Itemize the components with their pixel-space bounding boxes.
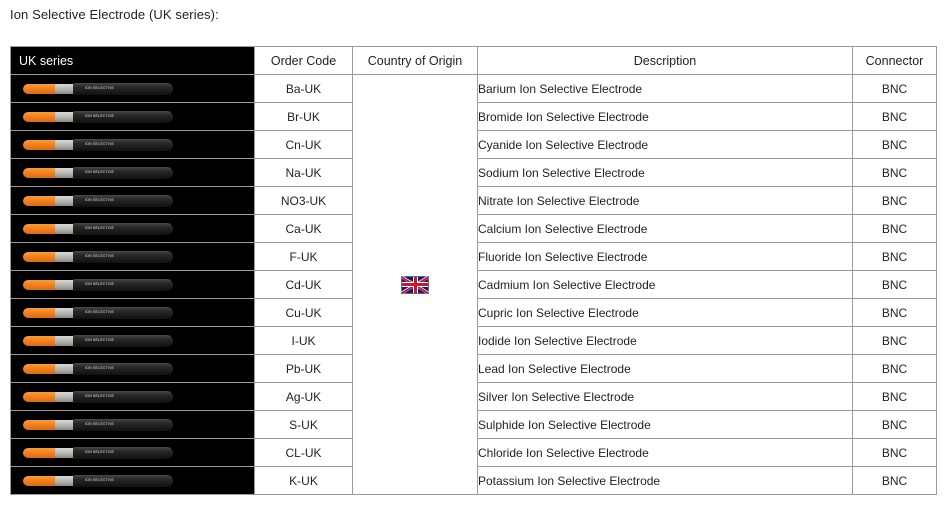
electrode-tip xyxy=(23,168,57,178)
description-cell: Lead Ion Selective Electrode xyxy=(478,355,853,383)
electrode-body-label: ION SELECTIVE xyxy=(85,225,115,230)
column-header-order-code: Order Code xyxy=(255,47,353,75)
ise-table-container xyxy=(10,46,936,495)
order-code-cell: K-UK xyxy=(255,467,353,495)
electrode-icon xyxy=(23,335,173,347)
electrode-body-label: ION SELECTIVE xyxy=(85,365,115,370)
electrode-tip xyxy=(23,336,57,346)
connector-cell: BNC xyxy=(853,439,937,467)
connector-cell: BNC xyxy=(853,355,937,383)
electrode-body-label: ION SELECTIVE xyxy=(85,309,115,314)
electrode-icon xyxy=(23,83,173,95)
connector-cell: BNC xyxy=(853,215,937,243)
description-cell: Bromide Ion Selective Electrode xyxy=(478,103,853,131)
description-cell: Sodium Ion Selective Electrode xyxy=(478,159,853,187)
electrode-body-label: ION SELECTIVE xyxy=(85,421,115,426)
electrode-icon xyxy=(23,279,173,291)
electrode-icon xyxy=(23,139,173,151)
uk-flag-icon xyxy=(401,276,429,294)
product-image-cell xyxy=(11,271,255,299)
description-cell: Calcium Ion Selective Electrode xyxy=(478,215,853,243)
electrode-body-label: ION SELECTIVE xyxy=(85,337,115,342)
description-cell: Iodide Ion Selective Electrode xyxy=(478,327,853,355)
electrode-collar xyxy=(55,224,75,234)
order-code-cell: Ba-UK xyxy=(255,75,353,103)
product-image-cell xyxy=(11,467,255,495)
page-title: Ion Selective Electrode (UK series): xyxy=(10,7,219,22)
column-header-description: Description xyxy=(478,47,853,75)
product-image-cell xyxy=(11,299,255,327)
product-image-cell xyxy=(11,187,255,215)
connector-cell: BNC xyxy=(853,243,937,271)
electrode-tip xyxy=(23,420,57,430)
connector-cell: BNC xyxy=(853,467,937,495)
electrode-icon xyxy=(23,195,173,207)
product-image-cell xyxy=(11,159,255,187)
ise-product-table xyxy=(10,46,937,495)
electrode-icon xyxy=(23,419,173,431)
column-header-series: UK series xyxy=(11,47,255,75)
electrode-tip xyxy=(23,476,57,486)
table-body xyxy=(11,75,937,495)
order-code-cell: Br-UK xyxy=(255,103,353,131)
description-cell: Cadmium Ion Selective Electrode xyxy=(478,271,853,299)
connector-cell: BNC xyxy=(853,131,937,159)
electrode-collar xyxy=(55,364,75,374)
order-code-cell: Na-UK xyxy=(255,159,353,187)
order-code-cell: F-UK xyxy=(255,243,353,271)
table-header xyxy=(11,47,937,75)
description-cell: Cupric Ion Selective Electrode xyxy=(478,299,853,327)
order-code-cell: Pb-UK xyxy=(255,355,353,383)
electrode-icon xyxy=(23,223,173,235)
description-cell: Chloride Ion Selective Electrode xyxy=(478,439,853,467)
electrode-tip xyxy=(23,84,57,94)
electrode-tip xyxy=(23,196,57,206)
order-code-cell: Cu-UK xyxy=(255,299,353,327)
connector-cell: BNC xyxy=(853,299,937,327)
electrode-icon xyxy=(23,447,173,459)
electrode-body-label: ION SELECTIVE xyxy=(85,393,115,398)
electrode-icon xyxy=(23,251,173,263)
order-code-cell: CL-UK xyxy=(255,439,353,467)
electrode-collar xyxy=(55,112,75,122)
connector-cell: BNC xyxy=(853,187,937,215)
table-row xyxy=(11,75,937,103)
electrode-collar xyxy=(55,448,75,458)
electrode-collar xyxy=(55,392,75,402)
order-code-cell: Ca-UK xyxy=(255,215,353,243)
description-cell: Silver Ion Selective Electrode xyxy=(478,383,853,411)
connector-cell: BNC xyxy=(853,411,937,439)
electrode-collar xyxy=(55,252,75,262)
electrode-body-label: ION SELECTIVE xyxy=(85,169,115,174)
electrode-tip xyxy=(23,140,57,150)
connector-cell: BNC xyxy=(853,75,937,103)
electrode-tip xyxy=(23,224,57,234)
electrode-tip xyxy=(23,364,57,374)
electrode-icon xyxy=(23,111,173,123)
product-image-cell xyxy=(11,383,255,411)
electrode-icon xyxy=(23,391,173,403)
order-code-cell: I-UK xyxy=(255,327,353,355)
electrode-tip xyxy=(23,112,57,122)
electrode-tip xyxy=(23,448,57,458)
electrode-collar xyxy=(55,196,75,206)
electrode-tip xyxy=(23,392,57,402)
electrode-collar xyxy=(55,308,75,318)
order-code-cell: Cn-UK xyxy=(255,131,353,159)
electrode-body-label: ION SELECTIVE xyxy=(85,281,115,286)
order-code-cell: NO3-UK xyxy=(255,187,353,215)
electrode-icon xyxy=(23,307,173,319)
electrode-tip xyxy=(23,280,57,290)
electrode-collar xyxy=(55,84,75,94)
electrode-body-label: ION SELECTIVE xyxy=(85,141,115,146)
electrode-icon xyxy=(23,475,173,487)
connector-cell: BNC xyxy=(853,271,937,299)
connector-cell: BNC xyxy=(853,327,937,355)
description-cell: Nitrate Ion Selective Electrode xyxy=(478,187,853,215)
description-cell: Potassium Ion Selective Electrode xyxy=(478,467,853,495)
electrode-body-label: ION SELECTIVE xyxy=(85,113,115,118)
connector-cell: BNC xyxy=(853,103,937,131)
electrode-body-label: ION SELECTIVE xyxy=(85,449,115,454)
product-image-cell xyxy=(11,75,255,103)
product-image-cell xyxy=(11,131,255,159)
electrode-collar xyxy=(55,476,75,486)
description-cell: Fluoride Ion Selective Electrode xyxy=(478,243,853,271)
electrode-collar xyxy=(55,420,75,430)
product-image-cell xyxy=(11,355,255,383)
description-cell: Sulphide Ion Selective Electrode xyxy=(478,411,853,439)
product-image-cell xyxy=(11,327,255,355)
connector-cell: BNC xyxy=(853,383,937,411)
order-code-cell: Ag-UK xyxy=(255,383,353,411)
product-image-cell xyxy=(11,243,255,271)
column-header-country: Country of Origin xyxy=(353,47,478,75)
product-image-cell xyxy=(11,411,255,439)
electrode-tip xyxy=(23,252,57,262)
electrode-collar xyxy=(55,168,75,178)
column-header-connector: Connector xyxy=(853,47,937,75)
electrode-collar xyxy=(55,280,75,290)
electrode-tip xyxy=(23,308,57,318)
electrode-icon xyxy=(23,363,173,375)
product-image-cell xyxy=(11,215,255,243)
country-of-origin-cell xyxy=(353,75,478,495)
electrode-body-label: ION SELECTIVE xyxy=(85,253,115,258)
description-cell: Barium Ion Selective Electrode xyxy=(478,75,853,103)
electrode-collar xyxy=(55,336,75,346)
product-image-cell xyxy=(11,103,255,131)
electrode-icon xyxy=(23,167,173,179)
product-image-cell xyxy=(11,439,255,467)
description-cell: Cyanide Ion Selective Electrode xyxy=(478,131,853,159)
table-header-row xyxy=(11,47,937,75)
connector-cell: BNC xyxy=(853,159,937,187)
electrode-collar xyxy=(55,140,75,150)
order-code-cell: S-UK xyxy=(255,411,353,439)
electrode-body-label: ION SELECTIVE xyxy=(85,477,115,482)
order-code-cell: Cd-UK xyxy=(255,271,353,299)
electrode-body-label: ION SELECTIVE xyxy=(85,85,115,90)
electrode-body-label: ION SELECTIVE xyxy=(85,197,115,202)
